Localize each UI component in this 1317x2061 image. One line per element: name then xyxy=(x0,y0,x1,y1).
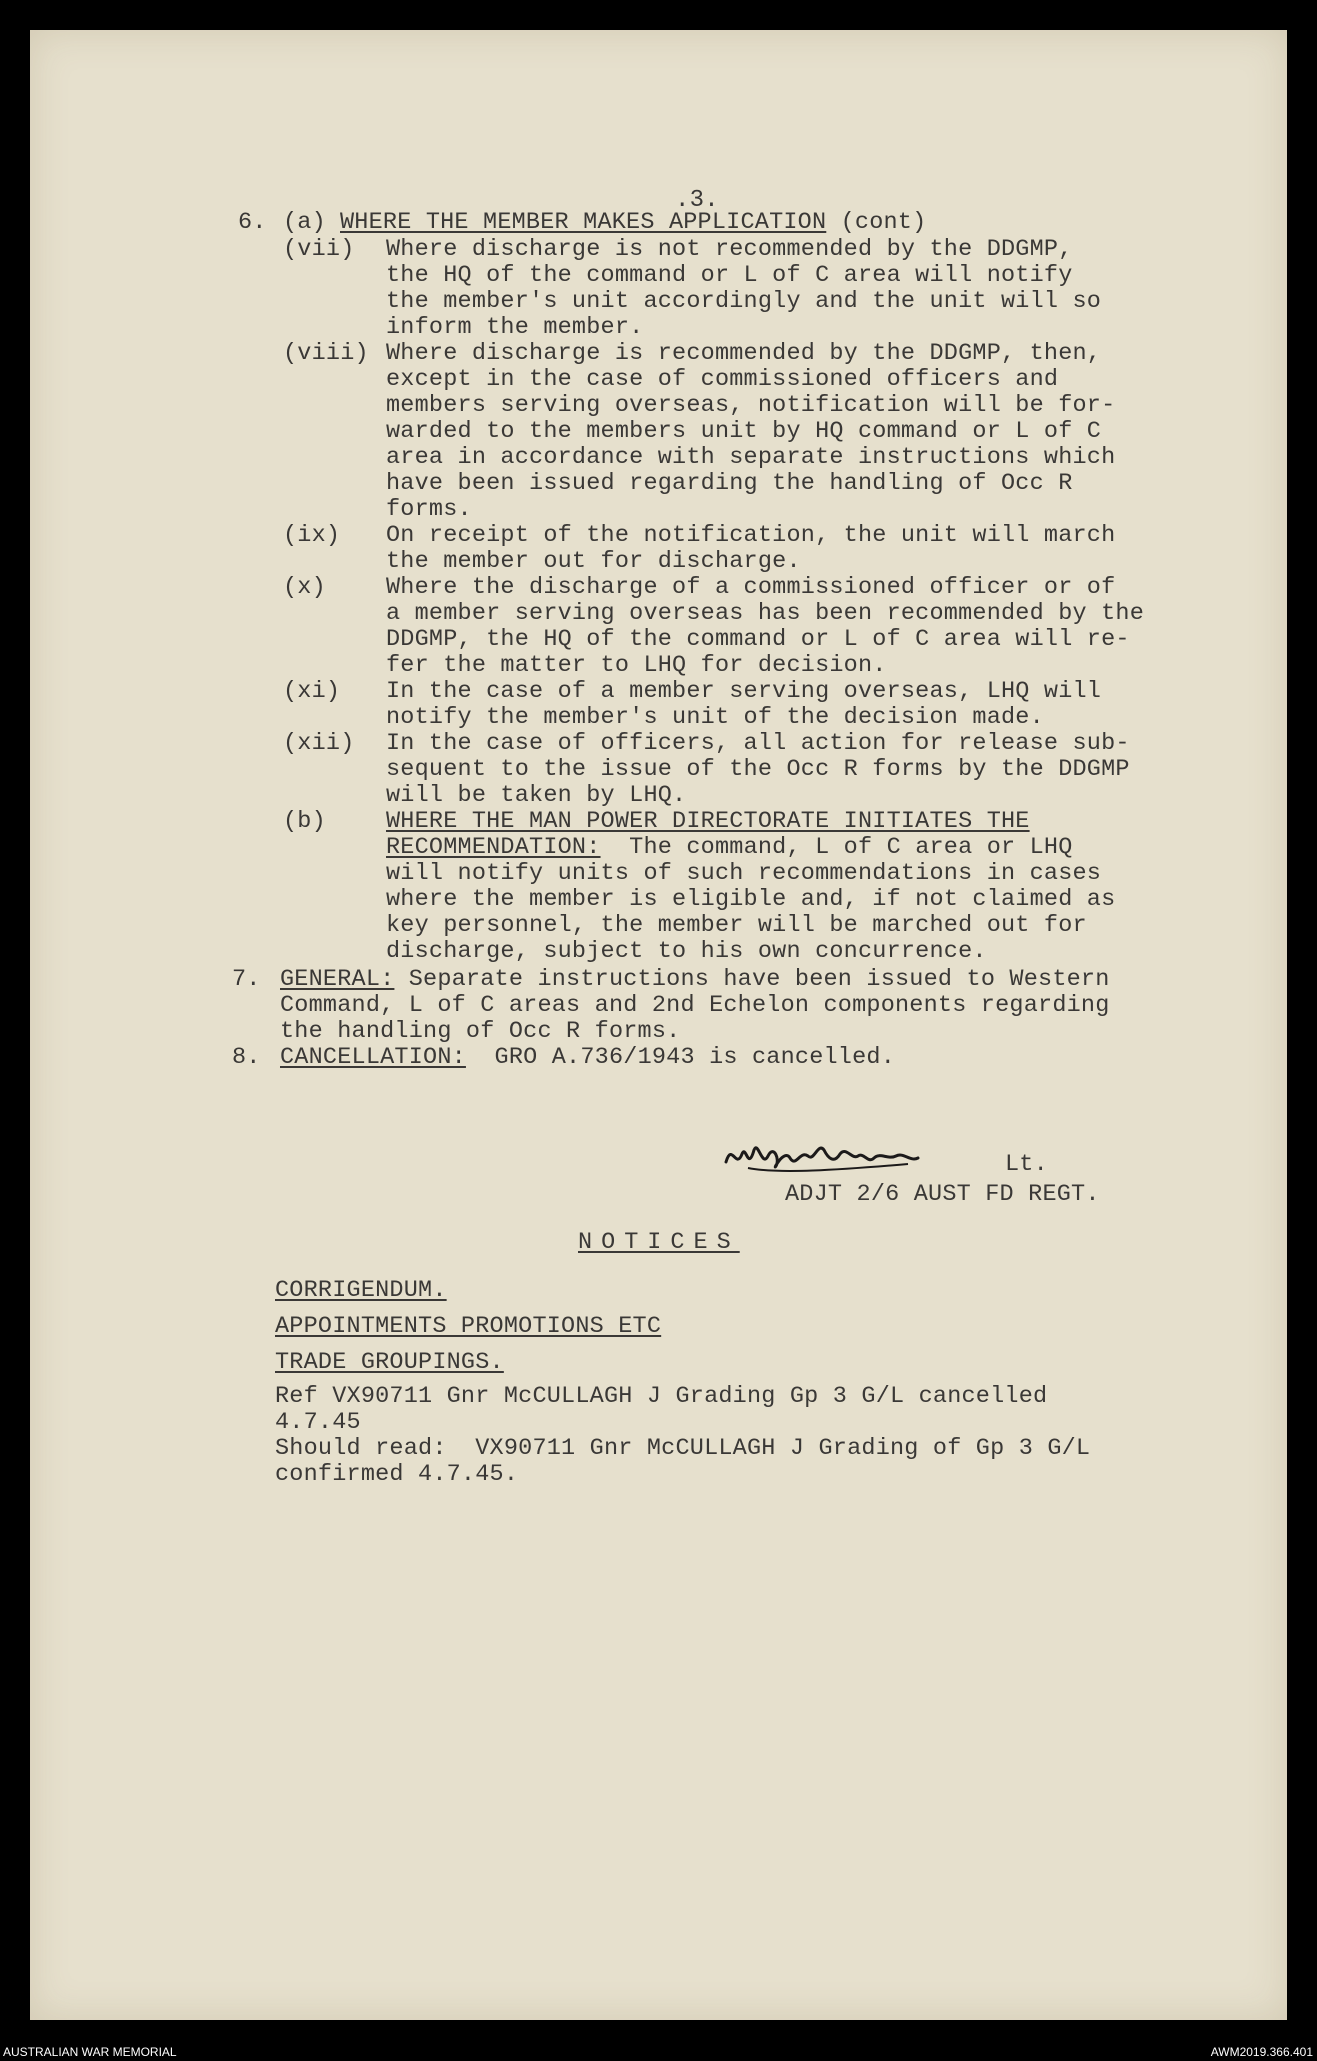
item-line: DDGMP, the HQ of the command or L of C area will re- xyxy=(386,626,1130,653)
item-line: In the case of a member serving overseas, LHQ will xyxy=(386,678,1102,705)
signature-title: ADJT 2/6 AUST FD REGT. xyxy=(785,1181,1100,1208)
section-6b-heading xyxy=(386,809,1030,835)
section-6a-heading xyxy=(340,210,926,236)
section-6b-text: The command, L of C area or LHQ xyxy=(600,834,1073,861)
page-number: .3. xyxy=(675,187,719,214)
corrigendum-heading xyxy=(275,1278,447,1304)
item-line: warded to the members unit by HQ command or L of C xyxy=(386,418,1102,445)
item-line: In the case of officers, all action for release sub- xyxy=(386,730,1130,757)
item-line: the HQ of the command or L of C area will notify xyxy=(386,262,1073,289)
item-line: On receipt of the notification, the unit will march xyxy=(386,522,1116,549)
section-7-text: Separate instructions have been issued to Western xyxy=(394,966,1110,993)
notice-line: Ref VX90711 Gnr McCULLAGH J Grading Gp 3 G/L cancelled xyxy=(275,1383,1048,1410)
section-6b-line: where the member is eligible and, if not claimed as xyxy=(386,886,1116,913)
appointments-heading xyxy=(275,1314,661,1340)
notice-line: confirmed 4.7.45. xyxy=(275,1461,519,1488)
section-6b-heading-line1: WHERE THE MAN POWER DIRECTORATE INITIATES THE xyxy=(386,808,1030,835)
item-line: have been issued regarding the handling of Occ R xyxy=(386,470,1073,497)
item-label: (viii) xyxy=(283,340,369,367)
notice-line: Should read: VX90711 Gnr McCULLAGH J Grading of Gp 3 G/L xyxy=(275,1435,1091,1462)
appointments-heading-text: APPOINTMENTS PROMOTIONS ETC xyxy=(275,1313,662,1340)
section-7-heading: GENERAL: xyxy=(280,966,395,993)
section-7-line: the handling of Occ R forms. xyxy=(280,1018,681,1045)
section-6b-line: discharge, subject to his own concurrence. xyxy=(386,938,987,965)
section-6b-heading-line2: RECOMMENDATION: xyxy=(386,834,601,861)
item-label: (vii) xyxy=(283,236,355,263)
section-7-line: Command, L of C areas and 2nd Echelon components regarding xyxy=(280,992,1110,1019)
item-line: will be taken by LHQ. xyxy=(386,782,687,809)
item-line: Where discharge is not recommended by the DDGMP, xyxy=(386,236,1073,263)
notices-heading xyxy=(578,1230,740,1256)
section-6b-line: key personnel, the member will be marched out for xyxy=(386,912,1087,939)
trade-groupings-heading-text: TRADE GROUPINGS. xyxy=(275,1349,504,1376)
section-7-number: 7. xyxy=(232,966,261,993)
item-line: inform the member. xyxy=(386,314,644,341)
item-line: the member's unit accordingly and the unit will so xyxy=(386,288,1102,315)
trade-groupings-heading xyxy=(275,1350,504,1376)
handwritten-signature xyxy=(718,1120,988,1190)
footer-institution: AUSTRALIAN WAR MEMORIAL xyxy=(3,2045,177,2059)
section-6a-cont: (cont) xyxy=(826,209,927,236)
section-8-heading: CANCELLATION: xyxy=(280,1044,466,1071)
section-6b-label: (b) xyxy=(283,808,326,835)
section-6b-line: will notify units of such recommendations in cases xyxy=(386,860,1102,887)
notice-line: 4.7.45 xyxy=(275,1409,361,1436)
section-6-number: 6. xyxy=(238,209,267,236)
item-label: (x) xyxy=(283,574,326,601)
item-line: Where the discharge of a commissioned officer or of xyxy=(386,574,1116,601)
item-line: Where discharge is recommended by the DDGMP, then, xyxy=(386,340,1102,367)
signature-rank: Lt. xyxy=(1005,1151,1048,1178)
notices-heading-text: NOTICES xyxy=(578,1229,740,1256)
section-8-line xyxy=(280,1045,895,1071)
item-line: the member out for discharge. xyxy=(386,548,801,575)
item-label: (ix) xyxy=(283,522,341,549)
item-label: (xi) xyxy=(283,678,341,705)
section-8-number: 8. xyxy=(232,1044,261,1071)
item-line: forms. xyxy=(386,496,472,523)
section-7-first-line xyxy=(280,967,1110,993)
item-line: sequent to the issue of the Occ R forms by the DDGMP xyxy=(386,756,1130,783)
section-6a-heading-text: WHERE THE MEMBER MAKES APPLICATION xyxy=(340,209,827,236)
item-line: members serving overseas, notification will be for- xyxy=(386,392,1116,419)
item-line: except in the case of commissioned officers and xyxy=(386,366,1059,393)
section-8-text: GRO A.736/1943 is cancelled. xyxy=(465,1044,896,1071)
item-line: notify the member's unit of the decision made. xyxy=(386,704,1044,731)
item-line: fer the matter to LHQ for decision. xyxy=(386,652,887,679)
item-label: (xii) xyxy=(283,730,355,757)
item-line: area in accordance with separate instructions which xyxy=(386,444,1116,471)
corrigendum-heading-text: CORRIGENDUM. xyxy=(275,1277,447,1304)
footer-accession-number: AWM2019.366.401 xyxy=(1210,2045,1313,2059)
section-6b-heading-row xyxy=(386,835,1073,861)
section-6a-label: (a) xyxy=(283,209,326,236)
item-line: a member serving overseas has been recommended by the xyxy=(386,600,1145,627)
